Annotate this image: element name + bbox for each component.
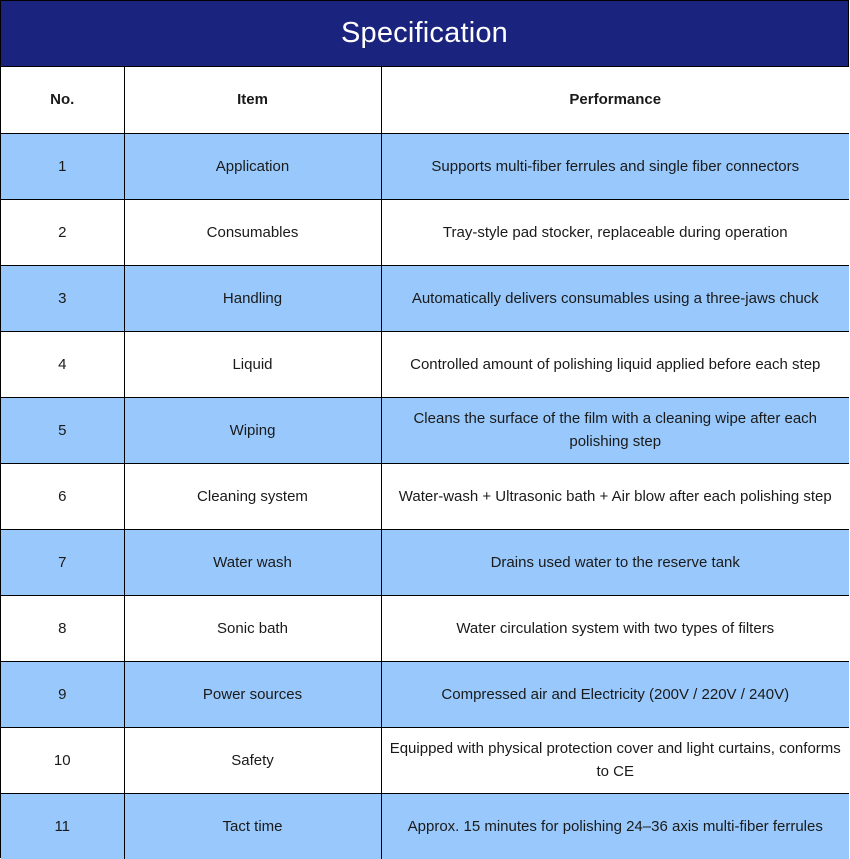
row-item: Power sources xyxy=(124,661,381,727)
row-no: 10 xyxy=(1,727,124,793)
row-item: Sonic bath xyxy=(124,595,381,661)
header-row xyxy=(1,67,849,133)
row-performance: Controlled amount of polishing liquid applied before each step xyxy=(381,331,849,397)
table-row xyxy=(1,199,849,265)
table-row xyxy=(1,595,849,661)
row-no: 9 xyxy=(1,661,124,727)
row-performance: Supports multi-fiber ferrules and single fiber connectors xyxy=(381,133,849,199)
table-title: Specification xyxy=(1,1,848,67)
specification-table xyxy=(1,67,849,859)
row-no: 8 xyxy=(1,595,124,661)
table-row xyxy=(1,661,849,727)
row-performance: Automatically delivers consumables using a three-jaws chuck xyxy=(381,265,849,331)
row-performance: Tray-style pad stocker, replaceable during operation xyxy=(381,199,849,265)
row-performance: Equipped with physical protection cover and light curtains, conforms to CE xyxy=(381,727,849,793)
row-item: Safety xyxy=(124,727,381,793)
row-no: 5 xyxy=(1,397,124,463)
row-performance: Approx. 15 minutes for polishing 24–36 axis multi-fiber ferrules xyxy=(381,793,849,859)
row-item: Tact time xyxy=(124,793,381,859)
row-performance: Cleans the surface of the film with a cleaning wipe after each polishing step xyxy=(381,397,849,463)
table-row xyxy=(1,133,849,199)
row-performance: Drains used water to the reserve tank xyxy=(381,529,849,595)
row-item: Application xyxy=(124,133,381,199)
row-no: 11 xyxy=(1,793,124,859)
row-no: 6 xyxy=(1,463,124,529)
row-item: Liquid xyxy=(124,331,381,397)
row-no: 2 xyxy=(1,199,124,265)
row-no: 7 xyxy=(1,529,124,595)
header-item: Item xyxy=(124,67,381,133)
table-row xyxy=(1,529,849,595)
row-item: Handling xyxy=(124,265,381,331)
row-item: Cleaning system xyxy=(124,463,381,529)
table-row xyxy=(1,397,849,463)
row-item: Consumables xyxy=(124,199,381,265)
row-no: 3 xyxy=(1,265,124,331)
row-performance: Water-wash + Ultrasonic bath + Air blow after each polishing step xyxy=(381,463,849,529)
row-item: Water wash xyxy=(124,529,381,595)
header-performance: Performance xyxy=(381,67,849,133)
table-row xyxy=(1,463,849,529)
table-row xyxy=(1,793,849,859)
row-no: 4 xyxy=(1,331,124,397)
table-row xyxy=(1,331,849,397)
row-no: 1 xyxy=(1,133,124,199)
table-row xyxy=(1,265,849,331)
row-performance: Compressed air and Electricity (200V / 220V / 240V) xyxy=(381,661,849,727)
row-performance: Water circulation system with two types of filters xyxy=(381,595,849,661)
header-no: No. xyxy=(1,67,124,133)
table-row xyxy=(1,727,849,793)
row-item: Wiping xyxy=(124,397,381,463)
